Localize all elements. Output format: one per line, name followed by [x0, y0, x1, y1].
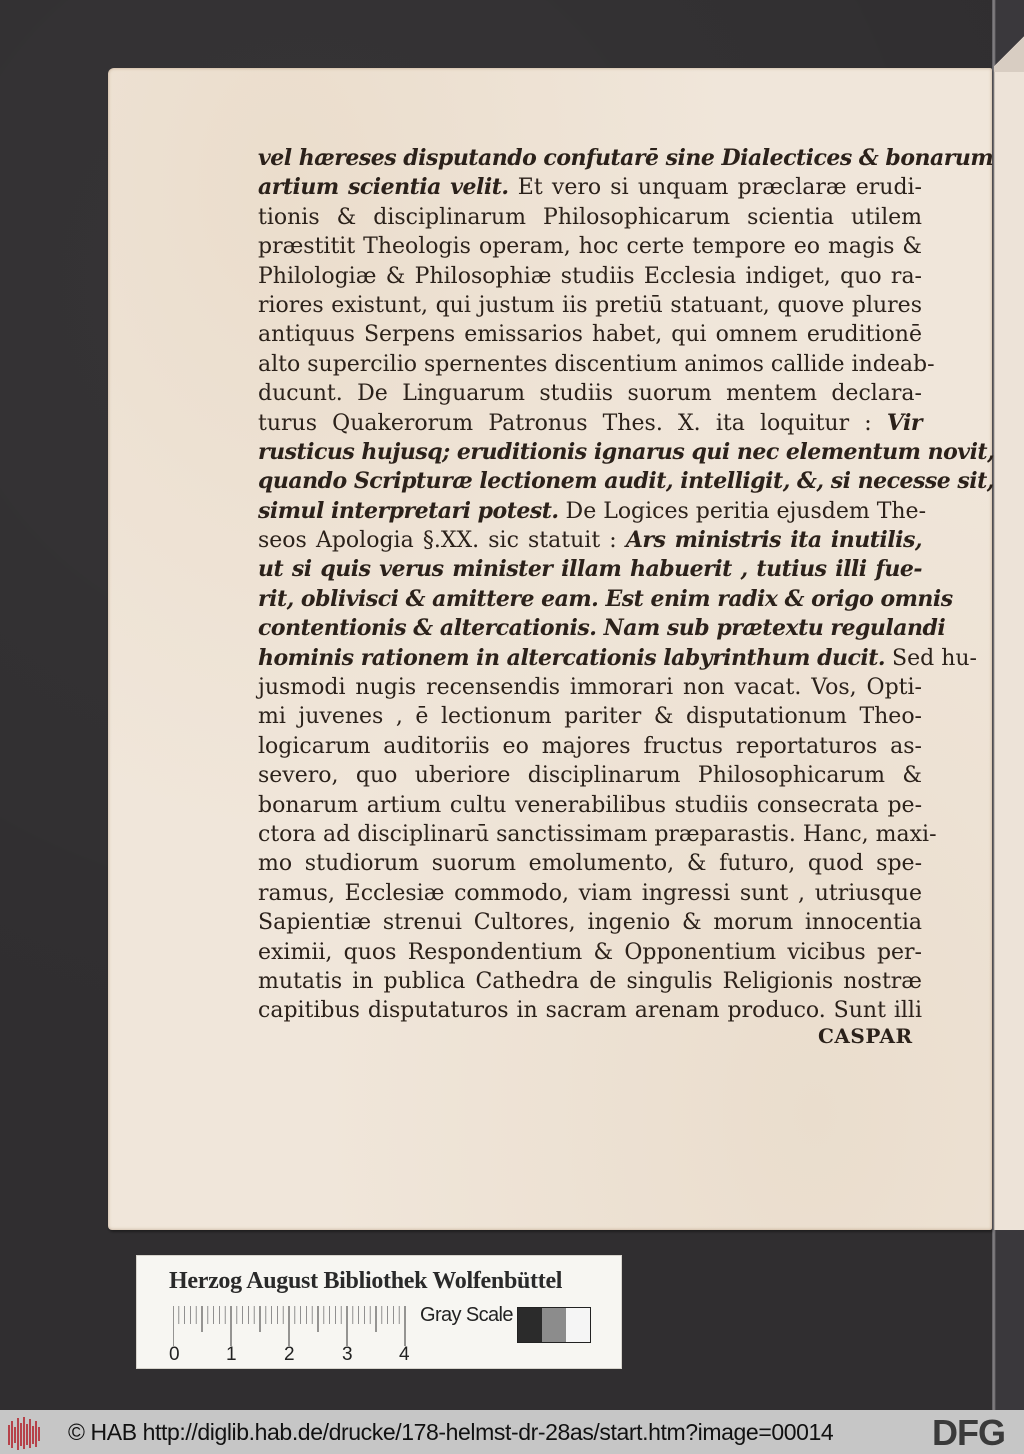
swatch-dark — [518, 1308, 542, 1342]
text-line — [258, 820, 937, 849]
ruler-label-3: 3 — [342, 1344, 353, 1365]
text-line — [258, 555, 922, 584]
text-line — [258, 232, 922, 261]
roman-text-run: mi juvenes , ē lectionum pariter & disputationum Theo- — [258, 704, 922, 730]
italic-text-run: contentionis & altercationis. Nam sub prætextu regulandi — [258, 615, 946, 642]
italic-text-run: Vir — [886, 409, 922, 436]
italic-text-run: vel hæreses disputando confutarē sine Dialectices & bonarum — [258, 145, 994, 171]
text-line — [258, 497, 926, 526]
roman-text-run: capitibus disputaturos in sacram arenam produco. Sunt illi — [258, 998, 922, 1024]
hab-barcode-logo-icon — [6, 1415, 42, 1451]
text-line — [258, 644, 977, 673]
italic-text-run: Ars ministris ita inutilis, — [625, 527, 922, 554]
italic-text-run: hominis rationem in altercationis labyrinthum ducit. — [258, 644, 886, 671]
roman-text-run: Sed hu- — [885, 645, 977, 671]
text-line — [258, 320, 922, 349]
text-line — [258, 908, 922, 937]
text-line — [258, 585, 953, 614]
gray-scale-swatches — [517, 1307, 591, 1343]
text-line — [258, 732, 922, 761]
text-line — [258, 291, 922, 320]
page-body-text — [258, 144, 995, 1026]
ruler-label-0: 0 — [169, 1344, 180, 1365]
italic-text-run: quando Scripturæ lectionem audit, intelligit, &, si necesse sit, — [258, 468, 994, 495]
roman-text-run: ctora ad disciplinarū sanctissimam præparastis. Hanc, maxi- — [258, 821, 937, 847]
italic-text-run: artium scientia velit. — [258, 174, 509, 201]
roman-text-run: eximii, quos Respondentium & Opponentium vicibus per- — [258, 939, 922, 965]
swatch-mid — [542, 1308, 566, 1342]
roman-text-run: antiquus Serpens emissarios habet, qui omnem eruditionē — [258, 322, 922, 348]
roman-text-run: Et vero si unquam præclaræ erudi- — [508, 175, 922, 201]
facing-page-paper — [994, 72, 1024, 1230]
dfg-logo: DFG — [932, 1412, 1005, 1453]
facing-page-corner — [994, 30, 1024, 72]
roman-text-run: ducunt. De Linguarum studiis suorum mentem declara- — [258, 381, 922, 407]
roman-text-run: Sapientiæ strenui Cultores, ingenio & morum innocentia — [258, 910, 922, 936]
text-line — [258, 791, 922, 820]
roman-text-run: logicarum auditoriis eo majores fructus reportaturos as- — [258, 733, 922, 759]
ruler-label-2: 2 — [284, 1344, 295, 1365]
roman-text-run: turus Quakerorum Patronus Thes. X. ita loquitur : — [258, 410, 887, 436]
text-line — [258, 144, 994, 173]
text-line — [258, 967, 922, 996]
text-line — [258, 938, 922, 967]
roman-text-run: severo, quo uberiore disciplinarum Philosophicarum & — [258, 763, 922, 789]
text-line — [258, 203, 922, 232]
italic-text-run: rit, oblivisci & amittere eam. Est enim radix & origo omnis — [258, 585, 953, 612]
roman-text-run: jusmodi nugis recensendis immorari non vacat. Vos, Opti- — [258, 675, 922, 701]
text-line — [258, 849, 922, 878]
text-line — [258, 350, 935, 379]
ruler-label-1: 1 — [226, 1344, 237, 1365]
text-line — [258, 262, 922, 291]
text-line — [258, 438, 995, 467]
roman-text-run: riores existunt, qui justum iis pretiū statuant, quove plures — [258, 292, 922, 318]
roman-text-run: De Logices peritia ejusdem The- — [558, 498, 926, 524]
roman-text-run: mutatis in publica Cathedra de singulis Religionis nostræ — [258, 968, 922, 994]
text-line — [258, 614, 946, 643]
text-line — [258, 526, 922, 555]
roman-text-run: ramus, Ecclesiæ commodo, viam ingressi sunt , utriusque — [258, 880, 922, 906]
italic-text-run: ut si quis verus minister illam habuerit , tutius illi fue- — [258, 556, 922, 583]
text-line — [258, 467, 994, 496]
text-line — [258, 673, 922, 702]
roman-text-run: bonarum artium cultu venerabilibus studiis consecrata pe- — [258, 792, 922, 818]
ruler-scale-icon — [173, 1306, 407, 1346]
roman-text-run: alto supercilio spernentes discentium animos callide indeab- — [258, 351, 935, 377]
text-line — [258, 379, 922, 408]
roman-text-run: mo studiorum suorum emolumento, & futuro, quod spe- — [258, 851, 922, 877]
copyright-url-link[interactable]: © HAB http://diglib.hab.de/drucke/178-helmst-dr-28as/start.htm?image=00014 — [68, 1419, 834, 1445]
swatch-light — [566, 1308, 590, 1342]
roman-text-run: præstitit Theologis operam, hoc certe tempore eo magis & — [258, 234, 922, 260]
text-line — [258, 173, 922, 202]
roman-text-run: tionis & disciplinarum Philosophicarum scientia utilem — [258, 204, 922, 230]
viewer-footer — [0, 1410, 1024, 1454]
ruler-label-4: 4 — [399, 1344, 410, 1365]
italic-text-run: rusticus hujusq; eruditionis ignarus qui nec elementum novit, — [258, 438, 995, 465]
text-line — [258, 879, 922, 908]
roman-text-run: Philologiæ & Philosophiæ studiis Ecclesia indiget, quo ra- — [258, 263, 922, 289]
text-line — [258, 702, 922, 731]
text-line — [258, 409, 922, 438]
text-line — [258, 761, 922, 790]
catchword: CASPAR — [818, 1024, 913, 1048]
text-line — [258, 996, 922, 1025]
color-reference-card — [137, 1256, 621, 1368]
roman-text-run: seos Apologia §.XX. sic statuit : — [258, 528, 626, 554]
gray-scale-label: Gray Scale — [420, 1304, 513, 1326]
italic-text-run: simul interpretari potest. — [258, 497, 559, 524]
institution-name: Herzog August Bibliothek Wolfenbüttel — [169, 1268, 563, 1294]
